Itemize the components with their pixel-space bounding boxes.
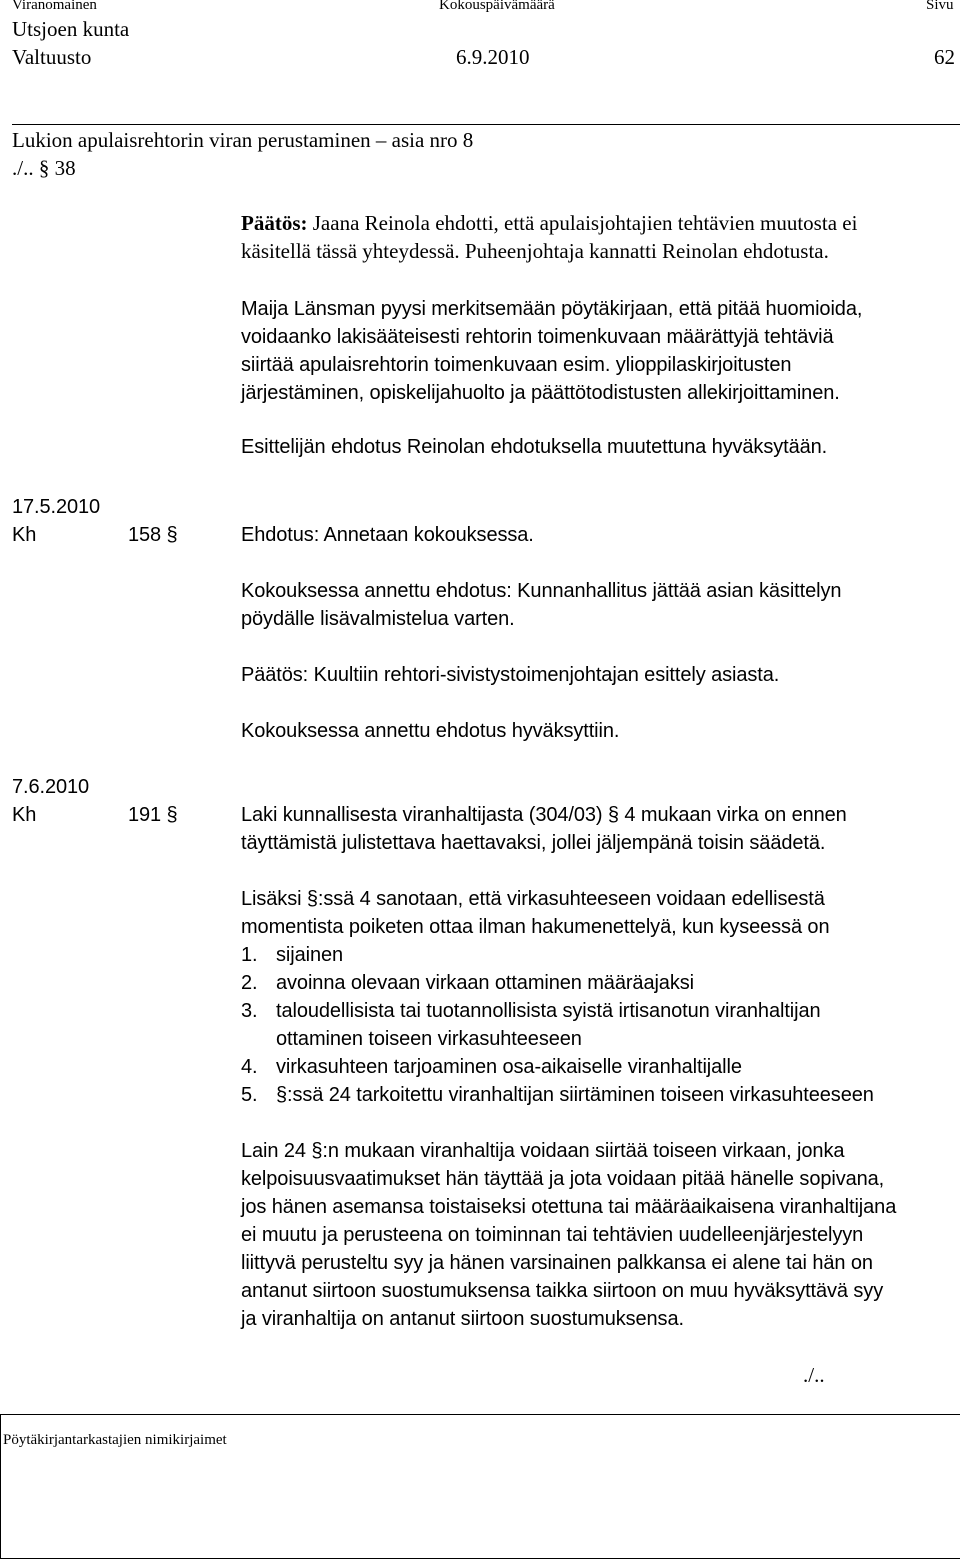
item-title: Lukion apulaisrehtorin viran perustaminen – asia nro 8 (12, 128, 474, 152)
lansman-line-1: Maija Länsman pyysi merkitsemään pöytäkirjaan, että pitää huomioida, (241, 298, 863, 320)
lansman-line-2: voidaanko lakisääteisesti rehtorin toimenkuvaan määrättyjä tehtäviä (241, 326, 834, 348)
meeting-proposal-line-2: pöydälle lisävalmistelua varten. (241, 608, 515, 630)
meeting-date: 6.9.2010 (456, 45, 530, 69)
body-name: Valtuusto (12, 45, 92, 69)
page-continuation: ./.. (803, 1363, 825, 1387)
lansman-line-4: järjestäminen, opiskelijahuolto ja päättötodistusten allekirjoittaminen. (241, 382, 840, 404)
transfer-line-3: jos hänen asemansa toistaiseksi otettuna tai määräaikaisena viranhaltijana (241, 1196, 897, 1218)
header-divider (12, 124, 960, 125)
section-158-proposal: Ehdotus: Annetaan kokouksessa. (241, 524, 534, 546)
section-158-number: 158 § (128, 524, 178, 546)
list-item-3-text-line-2: ottaminen toiseen virkasuhteeseen (276, 1028, 582, 1050)
law-line-1: Laki kunnallisesta viranhaltijasta (304/03) § 4 mukaan virka on ennen (241, 804, 847, 826)
section-191-number: 191 § (128, 804, 178, 826)
section-158-approved: Kokouksessa annettu ehdotus hyväksyttiin. (241, 720, 620, 742)
signature-label: Pöytäkirjantarkastajien nimikirjaimet (3, 1432, 227, 1448)
list-item-5-number: 5. (241, 1084, 258, 1106)
transfer-line-6: antanut siirtoon suostumuksensa taikka siirtoon on muu hyväksyttävä syy (241, 1280, 884, 1302)
intro-line-2: momentista poiketen ottaa ilman hakumenettelyä, kun kyseessä on (241, 916, 830, 938)
list-item-2-number: 2. (241, 972, 258, 994)
header-authority-label: Viranomainen (12, 0, 97, 13)
section-191-date: 7.6.2010 (12, 776, 90, 798)
page-number: 62 (934, 45, 955, 69)
decision-label: Päätös: (241, 211, 308, 235)
list-item-5-text: §:ssä 24 tarkoitettu viranhaltijan siirtäminen toiseen virkasuhteeseen (276, 1084, 874, 1106)
list-item-4-text: virkasuhteen tarjoaminen osa-aikaiselle viranhaltijalle (276, 1056, 742, 1078)
section-191-body: Kh (12, 804, 37, 826)
transfer-line-1: Lain 24 §:n mukaan viranhaltija voidaan siirtää toiseen virkaan, jonka (241, 1140, 845, 1162)
law-line-2: täyttämistä julistettava haettavaksi, jollei jäljempänä toisin säädetä. (241, 832, 826, 854)
list-item-4-number: 4. (241, 1056, 258, 1078)
list-item-1-text: sijainen (276, 944, 344, 966)
section-158-body: Kh (12, 524, 37, 546)
lansman-line-3: siirtää apulaisrehtorin toimenkuvaan esim. ylioppilaskirjoitusten (241, 354, 792, 376)
transfer-line-7: ja viranhaltija on antanut siirtoon suostumuksensa. (241, 1308, 684, 1330)
list-item-3-text-line-1: taloudellisista tai tuotannollisista syistä irtisanotun viranhaltijan (276, 1000, 821, 1022)
section-158-decision: Päätös: Kuultiin rehtori-sivistystoimenjohtajan esittely asiasta. (241, 664, 780, 686)
header-page-label: Sivu (926, 0, 954, 13)
transfer-line-4: ei muutu ja perusteena on toiminnan tai tehtävien uudelleenjärjestelyyn (241, 1224, 864, 1246)
transfer-line-2: kelpoisuusvaatimukset hän täyttää ja jota voidaan pitää hänelle sopivana, (241, 1168, 885, 1190)
decision-result: Esittelijän ehdotus Reinolan ehdotuksella muutettuna hyväksytään. (241, 436, 828, 458)
list-item-3-number: 3. (241, 1000, 258, 1022)
list-item-2-text: avoinna olevaan virkaan ottaminen määräajaksi (276, 972, 694, 994)
decision-line-2: käsitellä tässä yhteydessä. Puheenjohtaja kannatti Reinolan ehdotusta. (241, 239, 829, 263)
signature-box (0, 1414, 960, 1559)
authority-name: Utsjoen kunta (12, 17, 130, 41)
transfer-line-5: liittyvä perusteltu syy ja hänen varsinainen palkkansa ei alene tai hän on (241, 1252, 873, 1274)
section-158-date: 17.5.2010 (12, 496, 101, 518)
decision-line-1: Päätös: Jaana Reinola ehdotti, että apulaisjohtajien tehtävien muutosta ei (241, 211, 858, 235)
intro-line-1: Lisäksi §:ssä 4 sanotaan, että virkasuhteeseen voidaan edellisestä (241, 888, 825, 910)
header-date-label: Kokouspäivämäärä (439, 0, 555, 13)
meeting-proposal-line-1: Kokouksessa annettu ehdotus: Kunnanhallitus jättää asian käsittelyn (241, 580, 842, 602)
item-continuation: ./.. § 38 (12, 156, 76, 180)
list-item-1-number: 1. (241, 944, 258, 966)
